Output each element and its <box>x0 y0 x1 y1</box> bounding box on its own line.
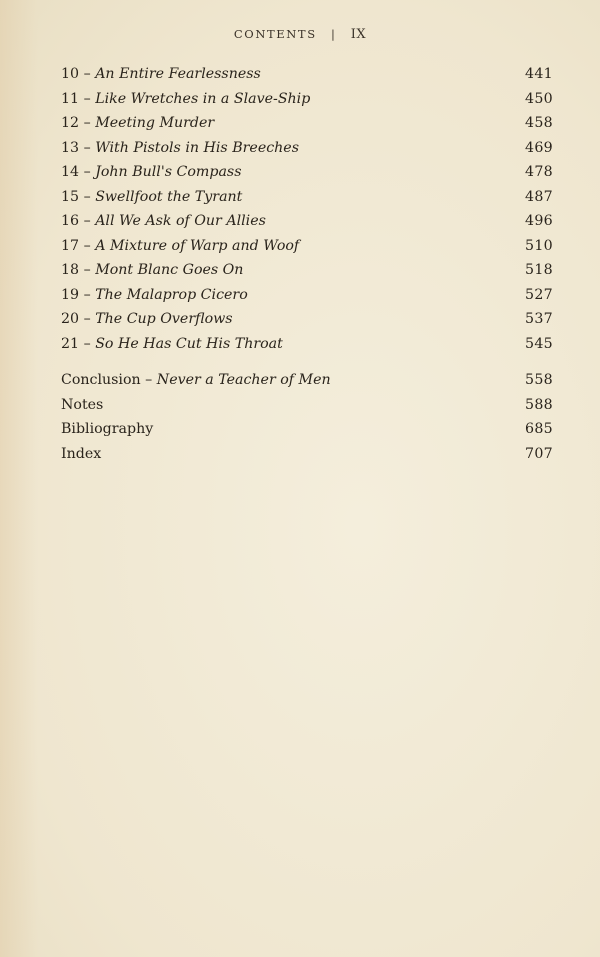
bibliography-page: 685 <box>525 421 553 437</box>
chapter-number: 20 <box>61 311 80 327</box>
bibliography-label: Bibliography <box>61 421 154 437</box>
chapter-dash: – <box>83 164 91 180</box>
chapter-dash: – <box>83 90 91 107</box>
toc-entry-chapter-21 <box>61 332 553 357</box>
chapter-page: 527 <box>525 286 553 303</box>
notes-page: 588 <box>525 396 553 413</box>
chapter-page: 518 <box>525 262 553 278</box>
chapter-page: 458 <box>525 115 553 131</box>
chapter-number: 19 <box>61 286 80 303</box>
chapter-number: 10 <box>61 66 80 82</box>
chapter-dash: – <box>83 188 91 205</box>
chapter-title: A Mixture of Warp and Woof <box>95 237 300 254</box>
chapter-dash: – <box>83 213 91 229</box>
conclusion-label: Conclusion <box>61 372 141 388</box>
section-gap <box>61 356 553 368</box>
chapter-number: 12 <box>61 115 80 131</box>
chapter-title: So He Has Cut His Throat <box>95 335 283 352</box>
toc-entry-chapter-11 <box>61 87 553 112</box>
chapter-title: Meeting Murder <box>95 115 215 131</box>
toc-entry-bibliography <box>61 417 553 442</box>
index-label: Index <box>61 445 102 462</box>
toc-entry-chapter-16 <box>61 209 553 234</box>
chapter-number: 15 <box>61 188 80 205</box>
chapter-title: Mont Blanc Goes On <box>95 262 244 278</box>
chapter-page: 469 <box>525 139 553 156</box>
chapter-dash: – <box>83 139 91 156</box>
toc-entry-chapter-13 <box>61 136 553 161</box>
chapter-page: 450 <box>525 90 553 107</box>
chapter-dash: – <box>83 286 91 303</box>
chapter-title: With Pistols in His Breeches <box>95 139 299 156</box>
conclusion-title: Never a Teacher of Men <box>156 372 331 388</box>
toc-entry-chapter-17 <box>61 234 553 259</box>
chapter-title: The Malaprop Cicero <box>95 286 248 303</box>
chapter-number: 18 <box>61 262 80 278</box>
chapter-page: 537 <box>525 311 553 327</box>
chapter-page: 478 <box>525 164 553 180</box>
toc-entry-chapter-14 <box>61 160 553 185</box>
toc-entry-chapter-10 <box>61 62 553 87</box>
chapter-dash: – <box>83 66 91 82</box>
toc-entry-chapter-18 <box>61 258 553 283</box>
table-of-contents <box>61 62 553 466</box>
chapter-number: 13 <box>61 139 80 156</box>
chapter-title: The Cup Overflows <box>95 311 233 327</box>
chapter-page: 496 <box>525 213 553 229</box>
chapter-title: All We Ask of Our Allies <box>95 213 266 229</box>
chapter-title: Swellfoot the Tyrant <box>95 188 243 205</box>
chapter-number: 16 <box>61 213 80 229</box>
toc-entry-chapter-12 <box>61 111 553 136</box>
toc-entry-index <box>61 442 553 467</box>
running-header <box>0 27 600 42</box>
chapter-number: 17 <box>61 237 80 254</box>
chapter-number: 11 <box>61 90 80 107</box>
toc-entry-notes <box>61 393 553 418</box>
index-page: 707 <box>525 445 553 462</box>
conclusion-dash: – <box>145 372 153 388</box>
chapter-dash: – <box>83 335 91 352</box>
chapter-page: 510 <box>525 237 553 254</box>
chapter-title: John Bull's Compass <box>95 164 242 180</box>
header-separator: | <box>330 27 337 41</box>
chapter-dash: – <box>83 311 91 327</box>
toc-entry-chapter-20 <box>61 307 553 332</box>
chapter-dash: – <box>83 237 91 254</box>
chapter-number: 21 <box>61 335 80 352</box>
notes-label: Notes <box>61 396 104 413</box>
chapter-number: 14 <box>61 164 80 180</box>
chapter-dash: – <box>83 115 91 131</box>
chapter-page: 545 <box>525 335 553 352</box>
chapter-page: 441 <box>525 66 553 82</box>
conclusion-page: 558 <box>525 372 553 388</box>
chapter-dash: – <box>83 262 91 278</box>
header-page-number: IX <box>350 27 367 42</box>
header-section: CONTENTS <box>233 27 317 41</box>
toc-entry-chapter-19 <box>61 283 553 308</box>
chapter-title: Like Wretches in a Slave-Ship <box>95 90 311 107</box>
toc-entry-conclusion <box>61 368 553 393</box>
toc-entry-chapter-15 <box>61 185 553 210</box>
chapter-page: 487 <box>525 188 553 205</box>
chapter-title: An Entire Fearlessness <box>95 66 261 82</box>
